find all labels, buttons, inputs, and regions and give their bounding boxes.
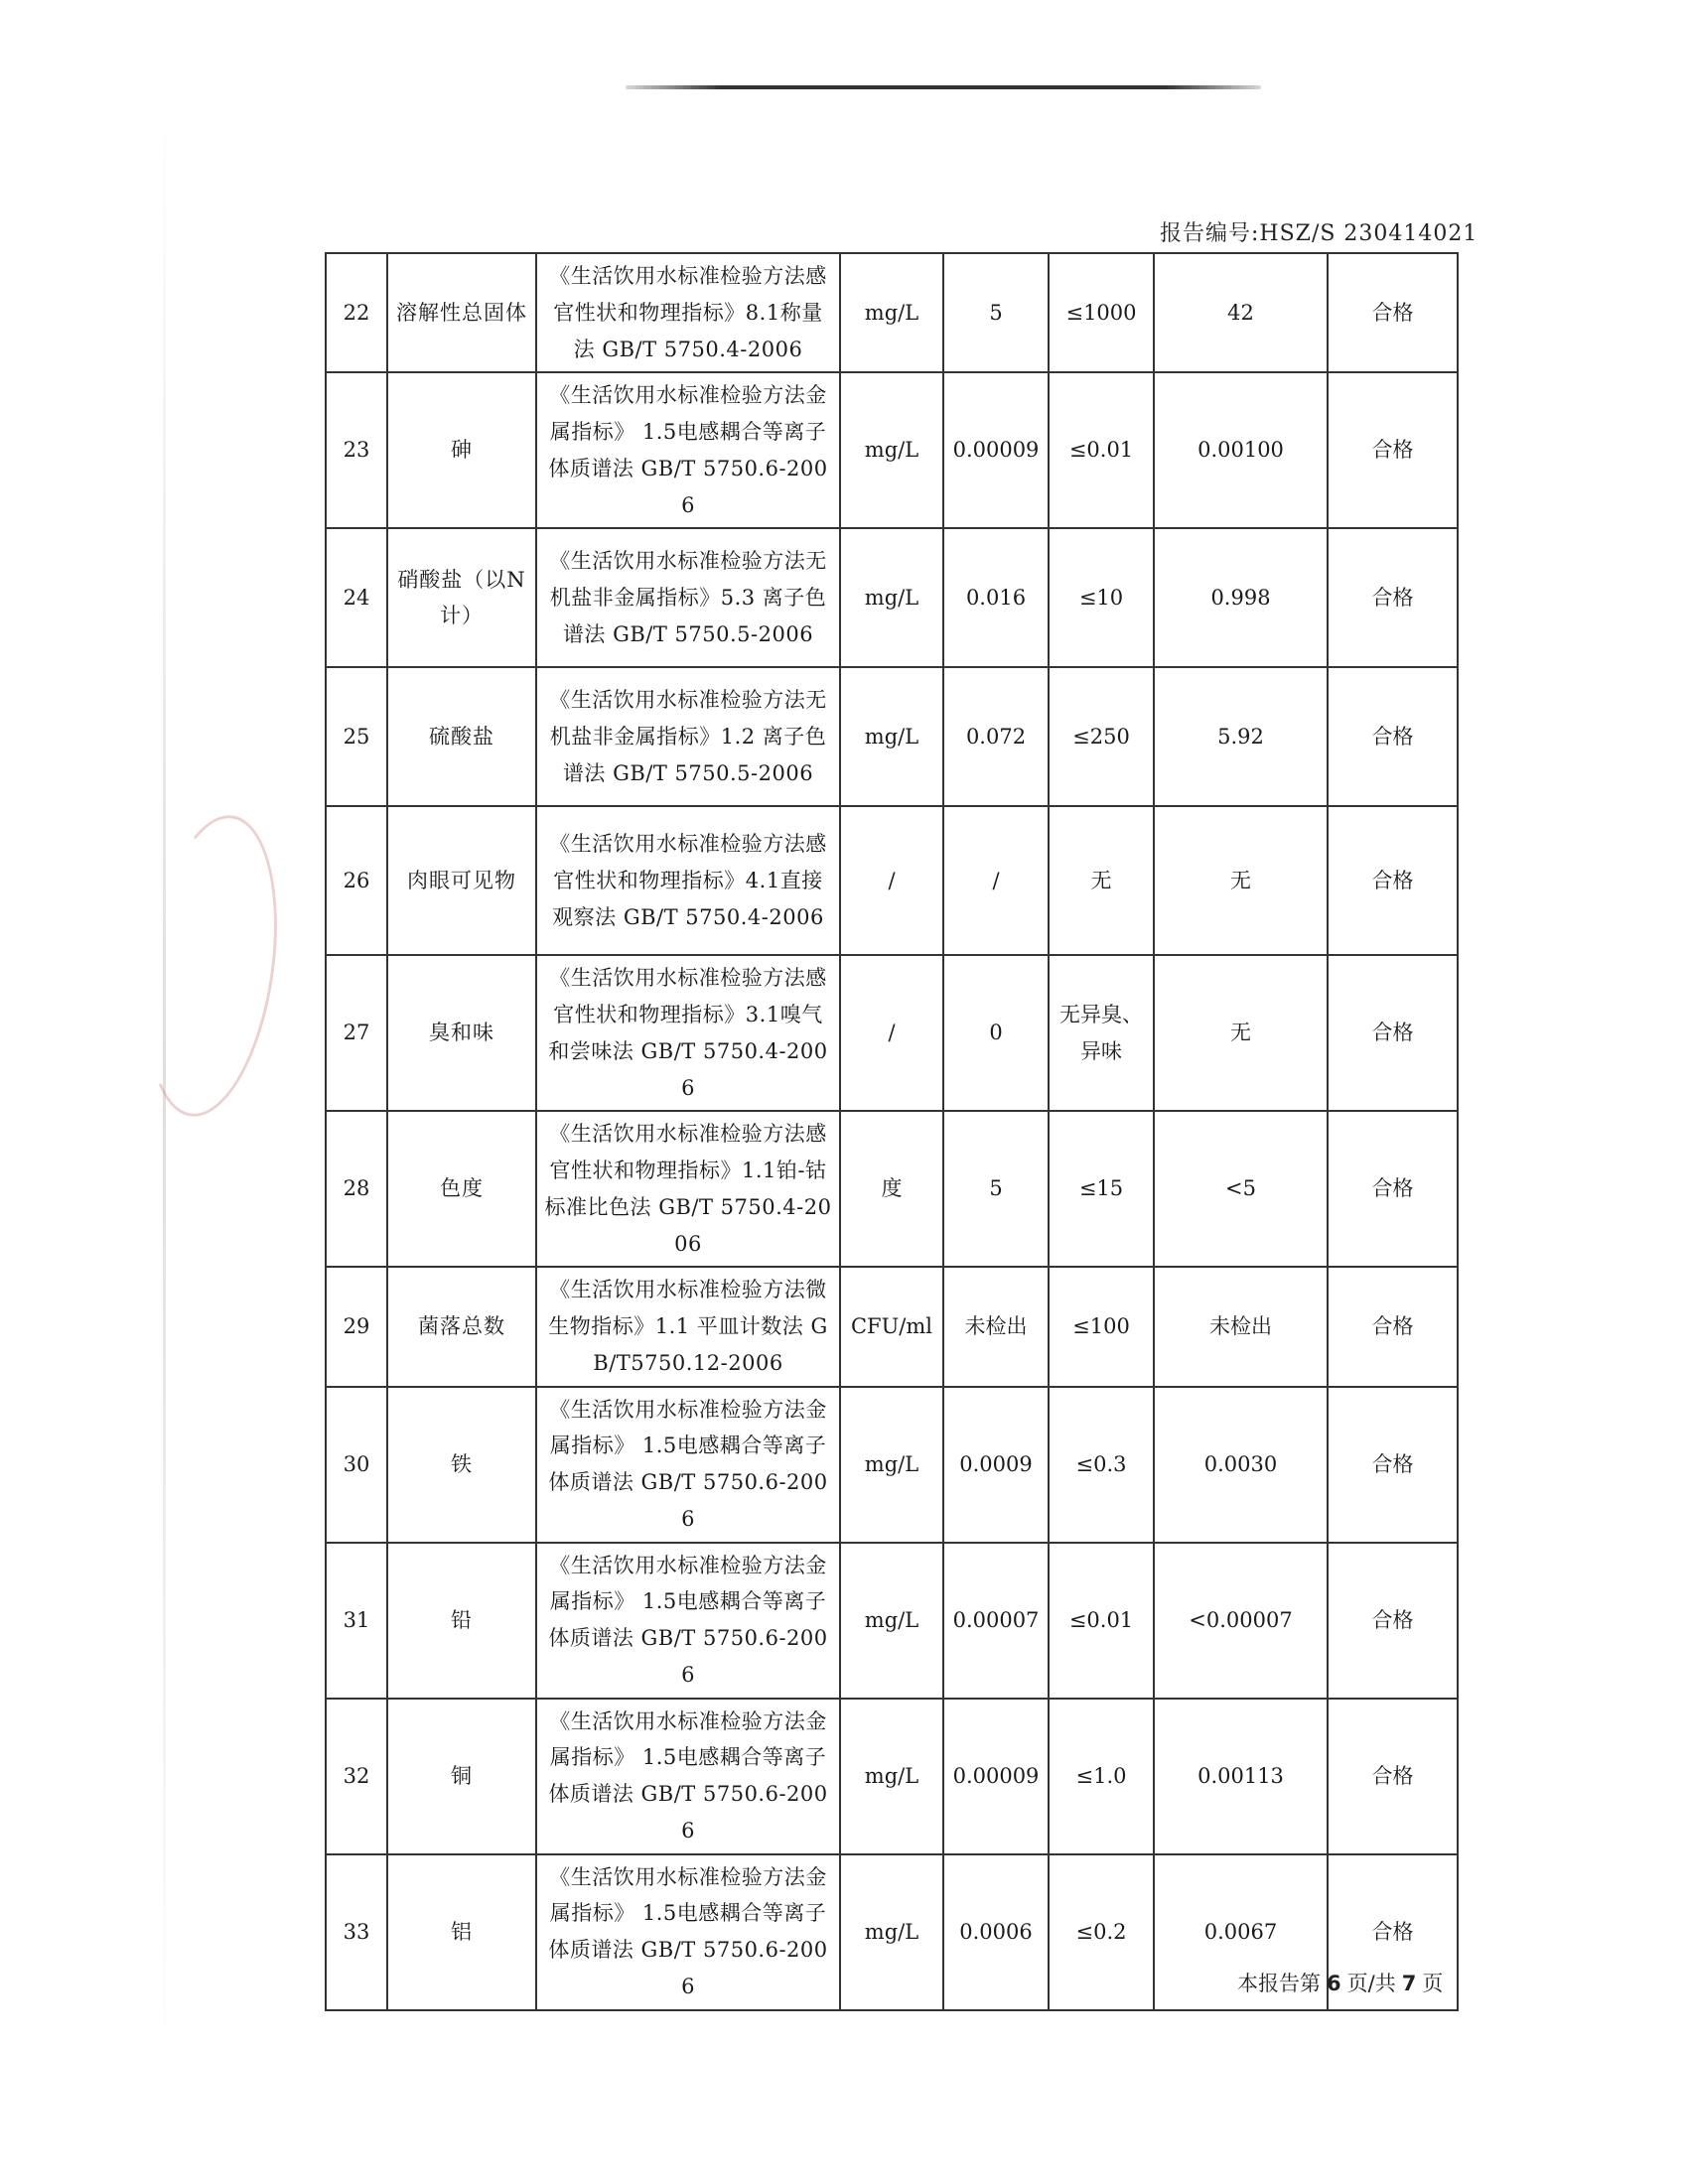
test-method: 《生活饮用水标准检验方法感官性状和物理指标》4.1直接观察法 GB/T 5750.4-2006: [536, 806, 840, 955]
unit: /: [840, 806, 943, 955]
standard-limit: ≤1000: [1049, 253, 1154, 372]
unit: mg/L: [840, 1699, 943, 1854]
test-item: 砷: [387, 372, 536, 528]
standard-limit: ≤15: [1049, 1111, 1154, 1267]
detection-limit: 0.016: [943, 528, 1049, 667]
test-item: 臭和味: [387, 955, 536, 1111]
table-row: [326, 955, 1458, 1111]
verdict: 合格: [1328, 1699, 1458, 1854]
verdict: 合格: [1328, 1387, 1458, 1543]
standard-limit: ≤100: [1049, 1267, 1154, 1386]
unit: mg/L: [840, 1543, 943, 1699]
test-result: <5: [1154, 1111, 1328, 1267]
test-result: 0.998: [1154, 528, 1328, 667]
table-row: [326, 528, 1458, 667]
test-method: 《生活饮用水标准检验方法微生物指标》1.1 平皿计数法 GB/T5750.12-2006: [536, 1267, 840, 1386]
detection-limit: 0.0009: [943, 1387, 1049, 1543]
table-row: [326, 372, 1458, 528]
verdict: 合格: [1328, 806, 1458, 955]
standard-limit: ≤250: [1049, 667, 1154, 806]
unit: mg/L: [840, 253, 943, 372]
footer-suffix: 页: [1422, 1972, 1444, 1995]
standard-limit: 无异臭、异味: [1049, 955, 1154, 1111]
row-number: 31: [326, 1543, 387, 1699]
footer-middle: 页/共: [1346, 1972, 1396, 1995]
test-result: 42: [1154, 253, 1328, 372]
test-method: 《生活饮用水标准检验方法金属指标》 1.5电感耦合等离子体质谱法 GB/T 5750.6-2006: [536, 372, 840, 528]
test-method: 《生活饮用水标准检验方法感官性状和物理指标》1.1铂-钴标准比色法 GB/T 5750.4-2006: [536, 1111, 840, 1267]
detection-limit: 5: [943, 1111, 1049, 1267]
row-number: 29: [326, 1267, 387, 1386]
test-result: 5.92: [1154, 667, 1328, 806]
verdict: 合格: [1328, 372, 1458, 528]
row-number: 33: [326, 1854, 387, 2010]
seal-stamp-partial: [128, 807, 294, 1126]
detection-limit: 0.0006: [943, 1854, 1049, 2010]
detection-limit: 5: [943, 253, 1049, 372]
unit: mg/L: [840, 1854, 943, 2010]
test-item: 色度: [387, 1111, 536, 1267]
detection-limit: 0.072: [943, 667, 1049, 806]
detection-limit: 0.00009: [943, 372, 1049, 528]
test-item: 铅: [387, 1543, 536, 1699]
current-page-number: 6: [1327, 1972, 1341, 1995]
top-edge-rule: [626, 85, 1261, 89]
verdict: 合格: [1328, 1111, 1458, 1267]
test-result: 0.00100: [1154, 372, 1328, 528]
test-method: 《生活饮用水标准检验方法金属指标》 1.5电感耦合等离子体质谱法 GB/T 5750.6-2006: [536, 1854, 840, 2010]
unit: mg/L: [840, 372, 943, 528]
unit: /: [840, 955, 943, 1111]
row-number: 28: [326, 1111, 387, 1267]
test-result: 0.0030: [1154, 1387, 1328, 1543]
table-row: [326, 1111, 1458, 1267]
row-number: 23: [326, 372, 387, 528]
report-number: 报告编号:HSZ/S 230414021: [1160, 221, 1478, 246]
test-item: 溶解性总固体: [387, 253, 536, 372]
unit: mg/L: [840, 1387, 943, 1543]
test-result: 无: [1154, 806, 1328, 955]
row-number: 25: [326, 667, 387, 806]
test-method: 《生活饮用水标准检验方法金属指标》 1.5电感耦合等离子体质谱法 GB/T 5750.6-2006: [536, 1699, 840, 1854]
detection-limit: 0: [943, 955, 1049, 1111]
test-item: 铁: [387, 1387, 536, 1543]
test-item: 铜: [387, 1699, 536, 1854]
row-number: 24: [326, 528, 387, 667]
test-item: 硝酸盐（以N计）: [387, 528, 536, 667]
detection-limit: /: [943, 806, 1049, 955]
row-number: 32: [326, 1699, 387, 1854]
table-row: [326, 1699, 1458, 1854]
verdict: 合格: [1328, 528, 1458, 667]
test-item: 肉眼可见物: [387, 806, 536, 955]
table-row: [326, 667, 1458, 806]
standard-limit: ≤0.01: [1049, 1543, 1154, 1699]
test-method: 《生活饮用水标准检验方法感官性状和物理指标》8.1称量法 GB/T 5750.4-2006: [536, 253, 840, 372]
verdict: 合格: [1328, 1854, 1458, 2010]
standard-limit: 无: [1049, 806, 1154, 955]
row-number: 26: [326, 806, 387, 955]
test-item: 菌落总数: [387, 1267, 536, 1386]
total-page-count: 7: [1401, 1972, 1417, 1995]
test-item: 铝: [387, 1854, 536, 2010]
test-method: 《生活饮用水标准检验方法无机盐非金属指标》1.2 离子色谱法 GB/T 5750.5-2006: [536, 667, 840, 806]
unit: mg/L: [840, 528, 943, 667]
verdict: 合格: [1328, 253, 1458, 372]
table-row: [326, 1267, 1458, 1386]
row-number: 27: [326, 955, 387, 1111]
test-results-table: [325, 252, 1459, 2011]
row-number: 22: [326, 253, 387, 372]
footer-prefix: 本报告第: [1237, 1972, 1321, 1995]
standard-limit: ≤0.3: [1049, 1387, 1154, 1543]
standard-limit: ≤1.0: [1049, 1699, 1154, 1854]
standard-limit: ≤10: [1049, 528, 1154, 667]
unit: mg/L: [840, 667, 943, 806]
detection-limit: 0.00009: [943, 1699, 1049, 1854]
table-row: [326, 1543, 1458, 1699]
test-result: 无: [1154, 955, 1328, 1111]
verdict: 合格: [1328, 955, 1458, 1111]
test-result: <0.00007: [1154, 1543, 1328, 1699]
table-row: [326, 806, 1458, 955]
standard-limit: ≤0.01: [1049, 372, 1154, 528]
detection-limit: 未检出: [943, 1267, 1049, 1386]
detection-limit: 0.00007: [943, 1543, 1049, 1699]
test-method: 《生活饮用水标准检验方法金属指标》 1.5电感耦合等离子体质谱法 GB/T 5750.6-2006: [536, 1543, 840, 1699]
unit: CFU/ml: [840, 1267, 943, 1386]
verdict: 合格: [1328, 1267, 1458, 1386]
test-method: 《生活饮用水标准检验方法无机盐非金属指标》5.3 离子色谱法 GB/T 5750.5-2006: [536, 528, 840, 667]
row-number: 30: [326, 1387, 387, 1543]
verdict: 合格: [1328, 667, 1458, 806]
test-item: 硫酸盐: [387, 667, 536, 806]
table-row: [326, 1387, 1458, 1543]
test-method: 《生活饮用水标准检验方法感官性状和物理指标》3.1嗅气和尝味法 GB/T 5750.4-2006: [536, 955, 840, 1111]
test-result: 0.00113: [1154, 1699, 1328, 1854]
test-result: 0.0067: [1154, 1854, 1328, 2010]
verdict: 合格: [1328, 1543, 1458, 1699]
table-row: [326, 253, 1458, 372]
test-result: 未检出: [1154, 1267, 1328, 1386]
standard-limit: ≤0.2: [1049, 1854, 1154, 2010]
page-footer: [1237, 1968, 1443, 1997]
unit: 度: [840, 1111, 943, 1267]
test-method: 《生活饮用水标准检验方法金属指标》 1.5电感耦合等离子体质谱法 GB/T 5750.6-2006: [536, 1387, 840, 1543]
